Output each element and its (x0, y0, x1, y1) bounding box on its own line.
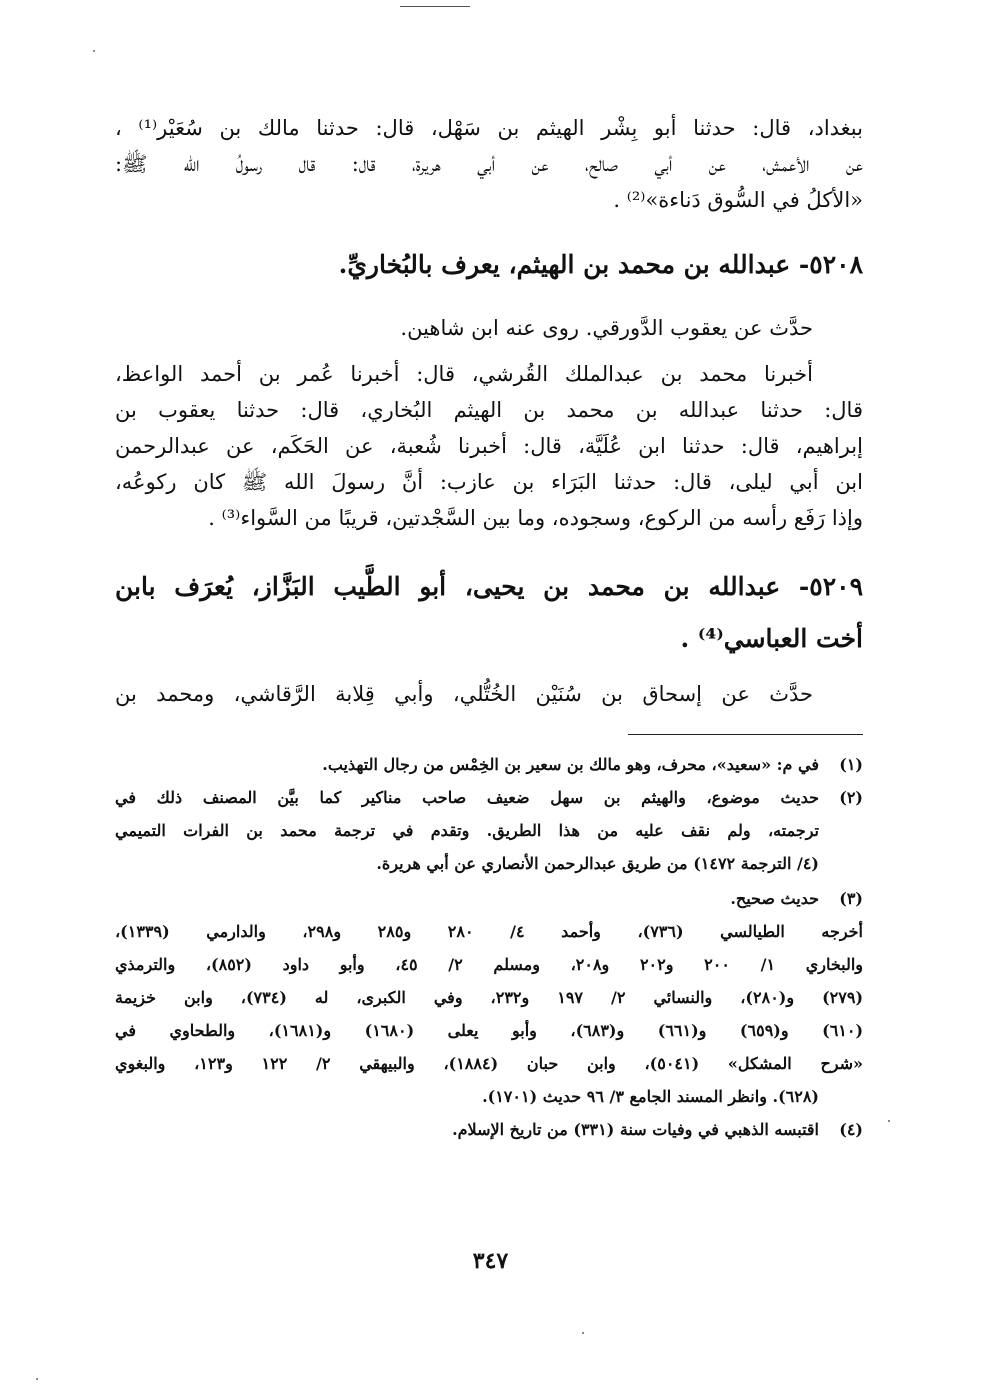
entry-heading-5209: ٥٢٠٩- عبدالله بن محمد بن يحيى، أبو الطَّيب البَزَّاز، يُعرَف بابن (115, 572, 863, 601)
footnote-separator (628, 734, 863, 735)
footnote-text (115, 882, 819, 915)
scan-speck (93, 50, 95, 52)
text-line: عن الأعمش، عن أبي صالح، عن أبي هريرة، قال: قال رسولُ الله ﷺ: (115, 152, 863, 176)
footnote-line: (٦٢٨). وانظر المسند الجامع ٣/ ٩٦ حديث (١٧٠١). (482, 1087, 819, 1106)
entry-heading-5208: ٥٢٠٨- عبدالله بن محمد بن الهيثم، يعرف بالبُخاريِّ. (338, 250, 863, 279)
footnote-line: أخرجه الطيالسي (٧٣٦)، وأحمد ٤/ ٢٨٠ و٢٨٥ و٢٩٨، والدارمي (١٣٣٩)، (115, 922, 863, 941)
footnote-line: (٦١٠) و(٦٥٩) و(٦٦١) و(٦٨٣)، وأبو يعلى (١٦٨٠) و(١٦٨١)، والطحاوي في (115, 1021, 863, 1040)
footnote-line: حديث صحيح. (730, 889, 819, 908)
footnote-line: اقتبسه الذهبي في وفيات سنة (٣٣١) من تاريخ الإسلام. (452, 1120, 819, 1139)
footnote-text (115, 781, 819, 880)
paragraph-2 (115, 310, 863, 346)
scan-speck (36, 1378, 38, 1380)
footnote-3-continuation (115, 915, 863, 1113)
footnote-number: (٢) (839, 788, 863, 807)
footnote-text (115, 1113, 819, 1146)
footnote-line: في م: «سعيد»، محرف، وهو مالك بن سعير بن الخِمْس من رجال التهذيب. (322, 755, 819, 774)
text-line: قال: حدثنا عبدالله بن محمد بن الهيثم البُخاري، قال: حدثنا يعقوب بن (115, 398, 863, 422)
footnote-line: (٢٧٩) و(٢٨٠)، والنسائي ٢/ ١٩٧ و٢٣٢، وفي الكبرى، له (٧٣٤)، وابن خزيمة (115, 988, 863, 1007)
footnote-line: (٤/ الترجمة ١٤٧٢) من طريق عبدالرحمن الأنصاري عن أبي هريرة. (376, 854, 819, 873)
text-line: ابن أبي ليلى، قال: حدثنا البَرَاء بن عازب: أنَّ رسولَ الله ﷺ كان ركوعُه، (115, 470, 863, 494)
footnote-3 (115, 882, 863, 915)
footnote-number: (٤) (839, 1120, 863, 1139)
footnote-1 (115, 748, 863, 781)
scan-speck (888, 1120, 890, 1122)
footnote-line: حديث موضوع، والهيثم بن سهل ضعيف صاحب مناكير كما بيَّن المصنف ذلك في (115, 788, 819, 807)
page-number: ٣٤٧ (472, 1248, 509, 1274)
text-line: حدَّث عن يعقوب الدَّورقي. روى عنه ابن شاهين. (400, 316, 813, 340)
footnote-line: والبخاري ١/ ٢٠٠ و٢٠٢ و٢٠٨، ومسلم ٢/ ٤٥، وأبو داود (٨٥٢)، والترمذي (115, 955, 863, 974)
top-edge-mark (400, 6, 470, 7)
paragraph-3 (115, 356, 863, 536)
footnote-number: (٣) (839, 889, 863, 908)
paragraph-1 (115, 110, 863, 218)
footnote-4 (115, 1113, 863, 1146)
scan-speck (582, 1332, 584, 1334)
text-line: أخبرنا محمد بن عبدالملك القُرشي، قال: أخبرنا عُمر بن أحمد الواعظ، (115, 362, 813, 386)
footnote-number: (١) (839, 755, 863, 774)
paragraph-4 (115, 676, 863, 712)
footnote-text (115, 748, 819, 781)
footnote-line: ترجمته، ولم نقف عليه من هذا الطريق. وتقدم في ترجمة محمد بن الفرات التميمي (115, 821, 819, 840)
text-line: وإذا رَفَع رأسه من الركوع، وسجوده، وما بين السَّجْدتين، قريبًا من السَّواء⁽³⁾ . (208, 506, 863, 530)
text-line: إبراهيم، قال: حدثنا ابن عُلَيَّة، قال: أخبرنا شُعبة، عن الحَكَم، عن عبدالرحمن (115, 434, 863, 458)
footnote-line: «شرح المشكل» (٥٠٤١)، وابن حبان (١٨٨٤)، والبيهقي ٢/ ١٢٢ و١٢٣، والبغوي (115, 1054, 863, 1073)
footnote-2 (115, 781, 863, 880)
text-line: حدَّث عن إسحاق بن سُنَيْن الخُتُّلي، وأبي قِلابة الرَّقاشي، ومحمد بن (115, 682, 813, 706)
text-line: ببغداد، قال: حدثنا أبو بِشْر الهيثم بن سَهْل، قال: حدثنا مالك بن سُعَيْر⁽¹⁾ ، (115, 116, 863, 140)
footnotes (115, 748, 863, 1146)
text-line: «الأكلُ في السُّوق دَناءة»⁽²⁾ . (613, 188, 863, 212)
entry-heading-5209-cont: أخت العباسي⁽⁴⁾ . (680, 624, 863, 653)
